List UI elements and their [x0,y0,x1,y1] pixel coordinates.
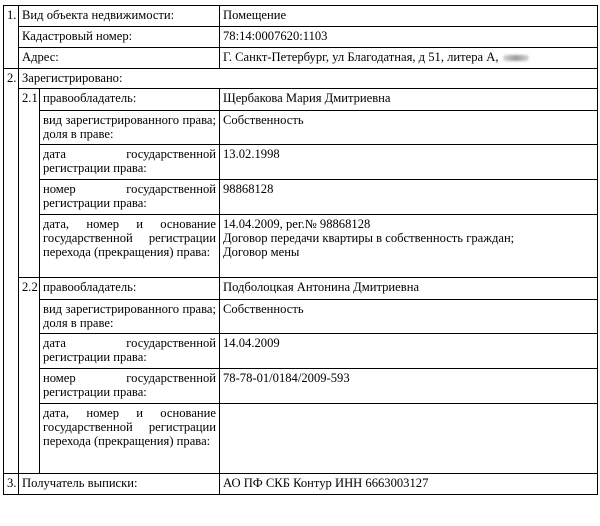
holder-1-reg-date-value: 13.02.1998 [220,145,598,180]
row-holder-1 [4,89,598,111]
row-registered-title [4,69,598,89]
row-cadastral [4,27,598,48]
holder-2-label: правообладатель: [40,278,220,300]
holder-2-reg-number-value: 78-78-01/0184/2009-593 [220,369,598,404]
recipient-label: Получатель выписки: [19,474,220,495]
registered-title: Зарегистрировано: [19,69,598,89]
holder-1-basis-line-3: Договор мены [223,245,300,259]
holder-1-basis-line-1: 14.04.2009, рег.№ 98868128 [223,217,371,231]
holder-2-basis-value [220,404,598,474]
row-holder-1-right-type [4,111,598,145]
holder-2-basis-label: дата, номер и основание государственной регистрации перехода (прекращения) права: [40,404,220,474]
row-recipient [4,474,598,495]
cadastral-label: Кадастровый номер: [19,27,220,48]
holder-2-value: Подболоцкая Антонина Дмитриевна [220,278,598,300]
holder-2-right-type-value: Собственность [220,300,598,334]
holder-1-value: Щербакова Мария Дмитриевна [220,89,598,111]
holder-1-basis-line-2: Договор передачи квартиры в собственность граждан; [223,231,515,245]
address-label: Адрес: [19,48,220,69]
row-holder-2-reg-date [4,334,598,369]
holder-1-right-type-value: Собственность [220,111,598,145]
address-value: Г. Санкт-Петербург, ул Благодатная, д 51, литера А, [223,50,499,64]
holder-number-1: 2.1 [19,89,40,278]
row-holder-2-right-type [4,300,598,334]
holder-number-2: 2.2 [19,278,40,474]
holder-1-basis-value [220,215,598,278]
row-holder-2-basis [4,404,598,474]
holder-1-right-type-label: вид зарегистрированного права; доля в праве: [40,111,220,145]
row-holder-2 [4,278,598,300]
holder-2-reg-number-label: номер государственной регистрации права: [40,369,220,404]
section-number-3: 3. [4,474,19,495]
holder-1-reg-number-label: номер государственной регистрации права: [40,180,220,215]
holder-1-reg-number-value: 98868128 [220,180,598,215]
row-object-type [4,6,598,27]
address-cell [220,48,598,69]
row-holder-1-reg-number [4,180,598,215]
object-type-value: Помещение [220,6,598,27]
holder-1-label: правообладатель: [40,89,220,111]
cadastral-value: 78:14:0007620:1103 [220,27,598,48]
recipient-value: АО ПФ СКБ Контур ИНН 6663003127 [220,474,598,495]
holder-1-basis-label: дата, номер и основание государственной регистрации перехода (прекращения) права: [40,215,220,278]
section-number-2: 2. [4,69,19,474]
section-number-1: 1. [4,6,19,69]
holder-2-right-type-label: вид зарегистрированного права; доля в праве: [40,300,220,334]
holder-1-reg-date-label: дата государственной регистрации права: [40,145,220,180]
row-holder-2-reg-number [4,369,598,404]
holder-2-reg-date-label: дата государственной регистрации права: [40,334,220,369]
redacted-mark [503,55,529,61]
holder-2-reg-date-value: 14.04.2009 [220,334,598,369]
row-address [4,48,598,69]
row-holder-1-basis [4,215,598,278]
object-type-label: Вид объекта недвижимости: [19,6,220,27]
row-holder-1-reg-date [4,145,598,180]
registry-extract-table [3,5,598,495]
